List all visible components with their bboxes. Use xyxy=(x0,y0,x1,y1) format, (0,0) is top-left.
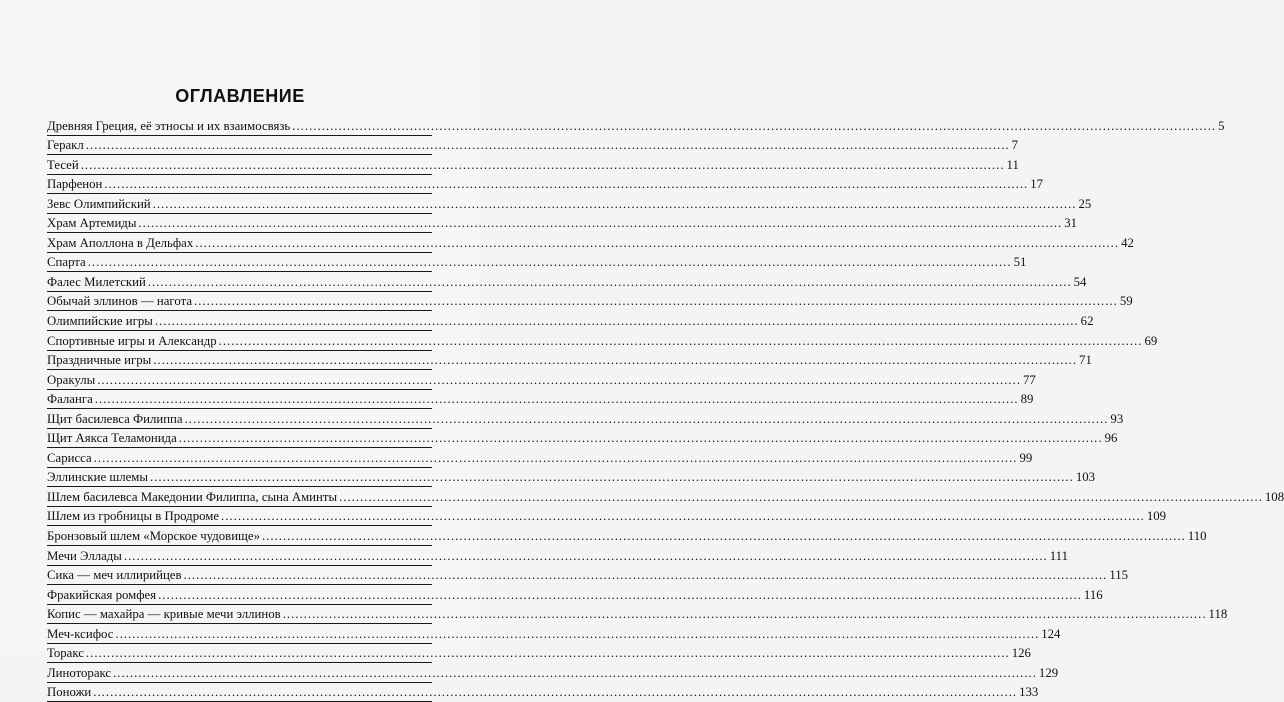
toc-dot-leader: ............................................................................................................................................................................................................................ xyxy=(218,333,1143,348)
toc-entry-title: Спортивные игры и Александр xyxy=(47,333,217,348)
toc-entry xyxy=(47,566,1129,586)
toc-dot-leader: ............................................................................................................................................................................................................................ xyxy=(85,646,1010,661)
toc-entry-title: Олимпийские игры xyxy=(47,314,153,329)
toc-entry-title: Тесей xyxy=(47,157,79,172)
toc-dot-leader: ............................................................................................................................................................................................................................ xyxy=(138,216,1063,231)
toc-dot-leader: ............................................................................................................................................................................................................................ xyxy=(195,235,1120,250)
toc-entry-page-number: 71 xyxy=(1079,353,1092,368)
toc-entry-title: Эллинские шлемы xyxy=(47,470,148,485)
toc-entry-title: Зевс Олимпийский xyxy=(47,196,151,211)
toc-entry-page-number: 103 xyxy=(1075,470,1096,485)
toc-entry xyxy=(47,292,1133,312)
toc-entry xyxy=(47,253,1027,273)
toc-entry-title: Фаланга xyxy=(47,392,93,407)
toc-entry-page-number: 42 xyxy=(1121,235,1134,250)
toc-entry xyxy=(47,331,1158,351)
toc-dot-leader: ............................................................................................................................................................................................................................ xyxy=(94,392,1019,407)
toc-entry-page-number: 126 xyxy=(1011,646,1031,661)
toc-entry-page-number: 93 xyxy=(1110,411,1124,426)
toc-entry xyxy=(47,311,1094,331)
toc-entry-page-number: 17 xyxy=(1030,177,1044,192)
toc-entry-title: Фракийская ромфея xyxy=(47,587,157,602)
page-title: ОГЛАВЛЕНИЕ xyxy=(175,86,305,106)
toc-dot-leader: ............................................................................................................................................................................................................................ xyxy=(152,196,1077,211)
toc-entry-page-number: 124 xyxy=(1041,626,1061,641)
toc-dot-leader: ............................................................................................................................................................................................................................ xyxy=(85,138,1010,153)
toc-dot-leader: ............................................................................................................................................................................................................................ xyxy=(183,568,1108,583)
toc-entry-title: Фалес Милетский xyxy=(47,274,146,289)
toc-dot-leader: ............................................................................................................................................................................................................................ xyxy=(147,274,1072,289)
toc-entry-title: Спарта xyxy=(47,255,86,270)
toc-entry-page-number: 108 xyxy=(1264,489,1284,504)
toc-entry-page-number: 129 xyxy=(1038,665,1059,680)
toc-entry-title: Сика — меч иллирийцев xyxy=(47,568,182,583)
toc-entry-title: Древняя Греция, её этносы и их взаимосвязь xyxy=(47,118,291,133)
toc-entry xyxy=(47,409,1124,429)
toc-dot-leader: ............................................................................................................................................................................................................................ xyxy=(87,255,1012,270)
toc-dot-leader: ............................................................................................................................................................................................................................ xyxy=(221,509,1145,524)
toc-entry-page-number: 111 xyxy=(1049,548,1068,563)
toc-entry xyxy=(47,214,1078,234)
toc-entry-page-number: 109 xyxy=(1146,509,1167,524)
toc-dot-leader: ............................................................................................................................................................................................................................ xyxy=(104,177,1029,192)
toc-entry xyxy=(47,487,1284,507)
toc-entry xyxy=(47,272,1087,292)
toc-dot-leader: ............................................................................................................................................................................................................................ xyxy=(184,411,1109,426)
toc-entry xyxy=(47,116,1225,136)
toc-entry-page-number: 25 xyxy=(1078,196,1092,211)
toc-entry xyxy=(47,448,1033,468)
toc-dot-leader: ............................................................................................................................................................................................................................ xyxy=(93,450,1018,465)
toc-entry xyxy=(47,390,1034,410)
toc-dot-leader: ............................................................................................................................................................................................................................ xyxy=(113,665,1037,680)
toc-entry-page-number: 69 xyxy=(1144,333,1158,348)
toc-entry-page-number: 62 xyxy=(1080,314,1094,329)
toc-entry-page-number: 96 xyxy=(1104,431,1118,446)
toc-entry-page-number: 51 xyxy=(1013,255,1027,270)
toc-dot-leader: ............................................................................................................................................................................................................................ xyxy=(261,529,1186,544)
toc-entry xyxy=(47,585,1103,605)
toc-entry xyxy=(47,194,1092,214)
toc-entry-page-number: 115 xyxy=(1109,568,1129,583)
toc-entry-title: Мечи Эллады xyxy=(47,548,122,563)
toc-dot-leader: ............................................................................................................................................................................................................................ xyxy=(178,431,1103,446)
toc-entry xyxy=(47,429,1118,449)
toc-entry-page-number: 7 xyxy=(1011,138,1019,153)
toc-entry xyxy=(47,155,1019,175)
toc-entry-page-number: 11 xyxy=(1006,157,1019,172)
toc-entry-title: Меч-ксифос xyxy=(47,626,114,641)
toc-entry-page-number: 5 xyxy=(1218,118,1225,133)
toc-entry-page-number: 116 xyxy=(1083,587,1103,602)
toc-entry-page-number: 89 xyxy=(1020,392,1034,407)
toc-dot-leader: ............................................................................................................................................................................................................................ xyxy=(123,548,1048,563)
toc-entry-title: Щит басилевса Филиппа xyxy=(47,411,183,426)
toc-entry-page-number: 110 xyxy=(1187,529,1207,544)
toc-dot-leader: ............................................................................................................................................................................................................................ xyxy=(158,587,1082,602)
toc-entry xyxy=(47,175,1044,195)
toc-entry-page-number: 54 xyxy=(1073,274,1087,289)
toc-dot-leader: ............................................................................................................................................................................................................................ xyxy=(282,607,1207,622)
toc-entry xyxy=(47,546,1068,566)
toc-entry-title: Праздничные игры xyxy=(47,353,152,368)
toc-entry xyxy=(47,526,1207,546)
toc-entry-page-number: 77 xyxy=(1023,372,1036,387)
toc-entry-page-number: 31 xyxy=(1064,216,1078,231)
toc-entry-title: Шлем из гробницы в Продроме xyxy=(47,509,220,524)
toc-dot-leader: ............................................................................................................................................................................................................................ xyxy=(292,118,1217,133)
toc-dot-leader: ............................................................................................................................................................................................................................ xyxy=(93,685,1018,700)
toc-dot-leader: ............................................................................................................................................................................................................................ xyxy=(97,372,1022,387)
toc-dot-leader: ............................................................................................................................................................................................................................ xyxy=(194,294,1118,309)
toc-entry-page-number: 133 xyxy=(1019,685,1039,700)
toc-entry-title: Оракулы xyxy=(47,372,96,387)
toc-dot-leader: ............................................................................................................................................................................................................................ xyxy=(150,470,1074,485)
toc-entry-page-number: 118 xyxy=(1208,607,1228,622)
toc-dot-leader: ............................................................................................................................................................................................................................ xyxy=(115,626,1040,641)
toc-entry xyxy=(47,683,1039,702)
toc-entry-title: Сарисса xyxy=(47,450,92,465)
toc-entry xyxy=(47,605,1228,625)
toc-entry-title: Бронзовый шлем «Морское чудовище» xyxy=(47,529,260,544)
toc-entry-title: Щит Аякса Теламонида xyxy=(47,431,177,446)
toc-entry xyxy=(47,644,1031,664)
toc-dot-leader: ............................................................................................................................................................................................................................ xyxy=(153,353,1078,368)
toc-entry xyxy=(47,370,1036,390)
toc-entry-title: Шлем басилевса Македонии Филиппа, сына Аминты xyxy=(47,489,338,504)
table-of-contents xyxy=(47,116,1284,702)
toc-entry-title: Линоторакс xyxy=(47,665,112,680)
toc-dot-leader: ............................................................................................................................................................................................................................ xyxy=(154,314,1079,329)
toc-entry-page-number: 99 xyxy=(1019,450,1033,465)
toc-entry-page-number: 59 xyxy=(1119,294,1133,309)
toc-entry-title: Парфенон xyxy=(47,177,103,192)
toc-entry-title: Поножи xyxy=(47,685,92,700)
toc-entry xyxy=(47,663,1059,683)
toc-entry-title: Копис — махайра — кривые мечи эллинов xyxy=(47,607,281,622)
toc-dot-leader: ............................................................................................................................................................................................................................ xyxy=(80,157,1005,172)
toc-entry xyxy=(47,507,1167,527)
toc-entry xyxy=(47,468,1096,488)
toc-entry-title: Храм Аполлона в Дельфах xyxy=(47,235,194,250)
toc-dot-leader: ............................................................................................................................................................................................................................ xyxy=(339,489,1263,504)
toc-entry-title: Геракл xyxy=(47,138,84,153)
toc-entry xyxy=(47,624,1061,644)
toc-entry-title: Обычай эллинов — нагота xyxy=(47,294,192,309)
toc-entry xyxy=(47,351,1092,371)
toc-entry-title: Торакс xyxy=(47,646,84,661)
toc-entry-title: Храм Артемиды xyxy=(47,216,137,231)
toc-entry xyxy=(47,136,1019,156)
toc-entry xyxy=(47,233,1134,253)
